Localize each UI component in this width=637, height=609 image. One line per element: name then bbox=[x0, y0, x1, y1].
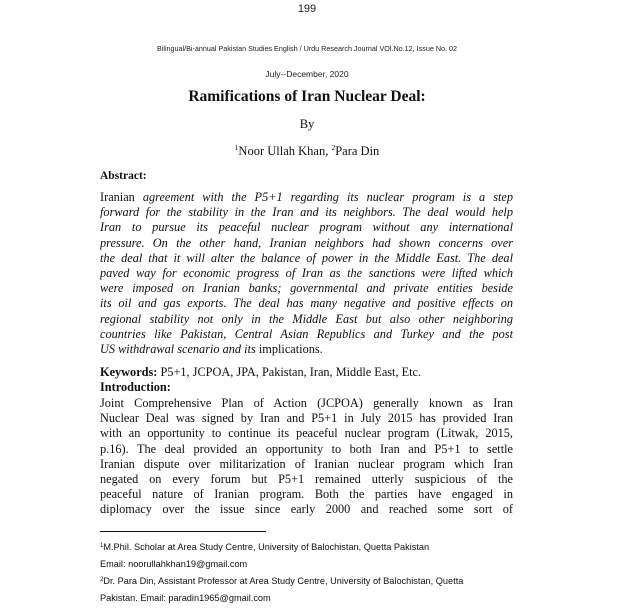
keywords-label: Keywords: bbox=[100, 365, 158, 379]
abstract-line: paved way for economic progress of Iran as the sanctions were lifted which bbox=[100, 265, 513, 280]
footnote-1-email: Email: noorullahkhan19@gmail.com bbox=[100, 558, 248, 569]
author-1-marker: 1 bbox=[234, 143, 239, 152]
article-title: Ramifications of Iran Nuclear Deal: bbox=[188, 88, 426, 105]
author-2-name: Para Din bbox=[335, 144, 380, 158]
abstract-line: pressure. On the other hand, Iranian neighbors had shown concerns over bbox=[100, 235, 513, 250]
abstract-heading: Abstract: bbox=[100, 170, 147, 182]
abstract-line: US withdrawal scenario and its implications. bbox=[100, 341, 323, 356]
footnotes bbox=[100, 538, 520, 606]
abstract-line: Iranian agreement with the P5+1 regarding its nuclear program is a step bbox=[100, 190, 513, 204]
keywords-value: P5+1, JCPOA, JPA, Pakistan, Iran, Middle East, Etc. bbox=[157, 365, 422, 379]
introduction-heading: Introduction: bbox=[100, 380, 171, 394]
footnote-1: $^1$M.Phil. Scholar at Area Study Centre, University of Balochistan, Quetta Pakistan bbox=[100, 542, 430, 552]
intro-line: Nuclear Deal was signed by Iran and P5+1 in July 2015 has provided Iran bbox=[100, 411, 513, 426]
footnote-2: $^2$Dr. Para Din, Assistant Professor at Area Study Centre, University of Balochistan, Quetta bbox=[100, 576, 464, 586]
footnote-2-marker: 2 bbox=[100, 577, 104, 583]
footnote-separator bbox=[100, 531, 266, 532]
abstract-line: forward for the stability in the Iran and its neighbors. The deal would help bbox=[100, 205, 513, 220]
intro-line: p.16). The deal provided an opportunity to both Iran and P5+1 to settle bbox=[100, 441, 513, 456]
author-2-marker: 2 bbox=[331, 143, 336, 152]
footnote-2-email: Pakistan. Email: paradin1965@gmail.com bbox=[100, 592, 271, 603]
abstract-line: were imposed on Iranian banks; governmental and private entities beside bbox=[100, 281, 513, 296]
introduction-body bbox=[100, 396, 513, 518]
footnote-1-marker: 1 bbox=[100, 543, 104, 549]
author-1-name: Noor Ullah Khan, bbox=[238, 144, 332, 158]
intro-line: peaceful nature of Iranian program. Both the parties have engaged in bbox=[100, 487, 513, 502]
intro-line: with an opportunity to continue its peaceful nuclear program (Litwak, 2015, bbox=[100, 426, 513, 441]
abstract-line: its oil and gas exports. The deal has many negative and positive effects on bbox=[100, 296, 513, 311]
intro-line: Iranian dispute over militarization of Iranian nuclear program which Iran bbox=[100, 456, 513, 471]
intro-line: Joint Comprehensive Plan of Action (JCPOA) generally known as Iran bbox=[100, 396, 513, 410]
authors bbox=[0, 143, 614, 159]
page-number: 199 bbox=[297, 3, 317, 15]
intro-line: diplomacy over the issue since early 2000 and reached some sort of bbox=[100, 502, 513, 517]
issue-date: July--December, 2020 bbox=[265, 69, 349, 79]
journal-header: Bilingual/Bi-annual Pakistan Studies English / Urdu Research Journal VOl.No.12, Issue No. 02 bbox=[156, 44, 458, 53]
abstract-body bbox=[100, 190, 513, 357]
keywords bbox=[100, 365, 421, 380]
abstract-line: Iran to pursue its peaceful nuclear program without any international bbox=[100, 220, 513, 235]
abstract-line: regional stability not only in the Middle East but also other neighboring bbox=[100, 311, 513, 326]
abstract-line: countries like Pakistan, Central Asian Republics and Turkey and the post bbox=[100, 326, 513, 341]
intro-line: negated on every forum but P5+1 remained utterly suspicious of the bbox=[100, 471, 513, 486]
byline: By bbox=[299, 117, 315, 131]
abstract-line: the deal that it will alter the balance of power in the Middle East. The deal bbox=[100, 250, 513, 265]
